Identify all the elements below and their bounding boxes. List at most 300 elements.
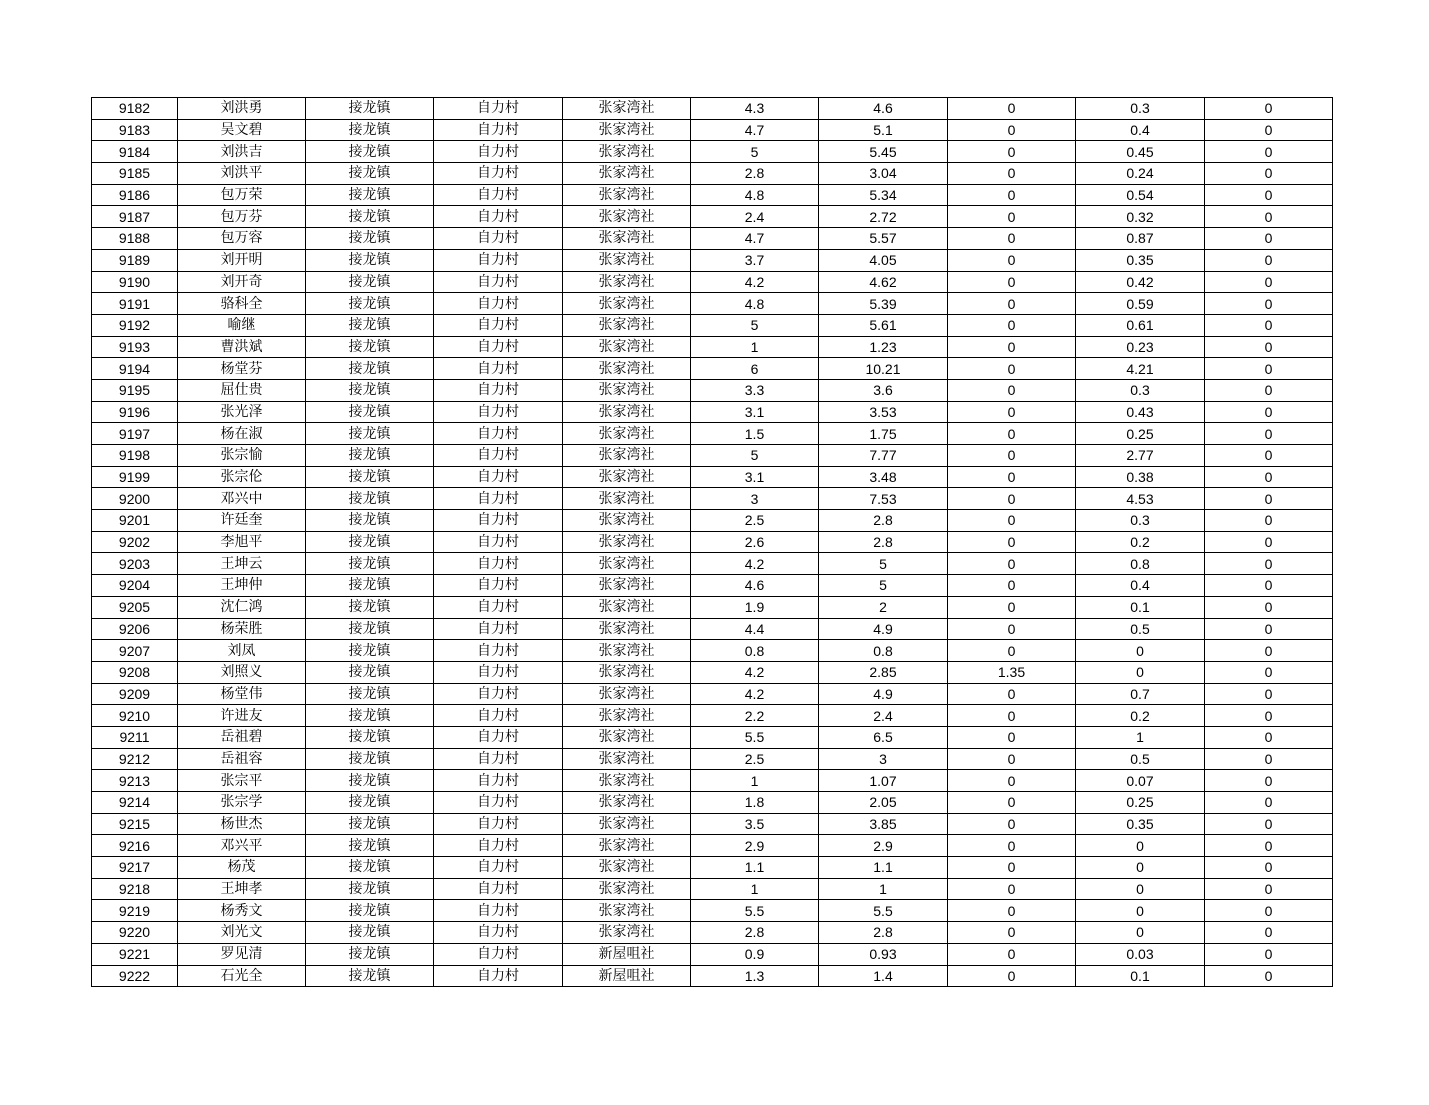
cell-value-d: 1 [1076,726,1205,748]
cell-town: 接龙镇 [306,618,434,640]
cell-value-e: 0 [1205,878,1333,900]
cell-town: 接龙镇 [306,98,434,120]
cell-value-d: 0.8 [1076,553,1205,575]
cell-value-e: 0 [1205,857,1333,879]
cell-value-a: 3.1 [691,466,819,488]
cell-value-b: 5.61 [819,314,948,336]
table-row [92,228,1333,250]
cell-town: 接龙镇 [306,141,434,163]
cell-group: 张家湾社 [563,705,691,727]
cell-value-a: 1.8 [691,792,819,814]
cell-id: 9212 [92,748,178,770]
cell-village: 自力村 [434,922,563,944]
cell-value-e: 0 [1205,271,1333,293]
cell-value-c: 0 [948,228,1076,250]
cell-village: 自力村 [434,336,563,358]
cell-name: 刘光文 [178,922,306,944]
cell-id: 9195 [92,379,178,401]
cell-name: 岳祖碧 [178,726,306,748]
cell-town: 接龙镇 [306,401,434,423]
cell-village: 自力村 [434,510,563,532]
cell-name: 石光全 [178,965,306,987]
cell-value-d: 0.1 [1076,965,1205,987]
cell-value-e: 0 [1205,965,1333,987]
cell-village: 自力村 [434,119,563,141]
cell-value-e: 0 [1205,119,1333,141]
cell-value-e: 0 [1205,163,1333,185]
cell-id: 9220 [92,922,178,944]
cell-value-a: 1 [691,770,819,792]
cell-id: 9192 [92,314,178,336]
cell-value-b: 1.4 [819,965,948,987]
cell-value-e: 0 [1205,661,1333,683]
cell-name: 包万容 [178,228,306,250]
cell-village: 自力村 [434,553,563,575]
cell-value-b: 10.21 [819,358,948,380]
cell-id: 9219 [92,900,178,922]
cell-town: 接龙镇 [306,358,434,380]
cell-town: 接龙镇 [306,900,434,922]
cell-value-b: 2.72 [819,206,948,228]
cell-town: 接龙镇 [306,943,434,965]
cell-value-a: 2.5 [691,748,819,770]
cell-value-e: 0 [1205,705,1333,727]
cell-value-b: 2.85 [819,661,948,683]
cell-town: 接龙镇 [306,748,434,770]
cell-value-e: 0 [1205,900,1333,922]
cell-value-a: 2.4 [691,206,819,228]
cell-town: 接龙镇 [306,249,434,271]
cell-group: 张家湾社 [563,661,691,683]
cell-value-b: 0.8 [819,640,948,662]
cell-value-a: 2.8 [691,163,819,185]
cell-village: 自力村 [434,705,563,727]
cell-value-b: 4.9 [819,683,948,705]
cell-value-e: 0 [1205,249,1333,271]
cell-value-d: 0.3 [1076,379,1205,401]
cell-value-e: 0 [1205,401,1333,423]
table-row [92,423,1333,445]
cell-value-a: 1 [691,878,819,900]
cell-value-a: 5 [691,314,819,336]
cell-village: 自力村 [434,575,563,597]
cell-value-c: 0 [948,857,1076,879]
cell-value-b: 2.8 [819,531,948,553]
cell-town: 接龙镇 [306,857,434,879]
cell-town: 接龙镇 [306,423,434,445]
cell-name: 刘开明 [178,249,306,271]
cell-town: 接龙镇 [306,878,434,900]
cell-name: 张宗平 [178,770,306,792]
cell-id: 9198 [92,445,178,467]
cell-value-d: 4.21 [1076,358,1205,380]
cell-value-e: 0 [1205,531,1333,553]
cell-town: 接龙镇 [306,531,434,553]
cell-group: 张家湾社 [563,98,691,120]
cell-group: 张家湾社 [563,683,691,705]
cell-value-b: 5.5 [819,900,948,922]
cell-id: 9185 [92,163,178,185]
cell-value-e: 0 [1205,943,1333,965]
cell-value-a: 1.9 [691,596,819,618]
cell-value-c: 0 [948,596,1076,618]
cell-id: 9218 [92,878,178,900]
cell-value-c: 0 [948,379,1076,401]
cell-value-c: 1.35 [948,661,1076,683]
household-table [91,97,1333,987]
cell-value-b: 1.1 [819,857,948,879]
cell-id: 9194 [92,358,178,380]
cell-value-d: 0.03 [1076,943,1205,965]
cell-value-c: 0 [948,293,1076,315]
cell-name: 张宗伦 [178,466,306,488]
cell-id: 9191 [92,293,178,315]
cell-name: 沈仁鸿 [178,596,306,618]
cell-town: 接龙镇 [306,293,434,315]
cell-village: 自力村 [434,900,563,922]
cell-town: 接龙镇 [306,445,434,467]
cell-name: 罗见清 [178,943,306,965]
cell-id: 9193 [92,336,178,358]
cell-value-c: 0 [948,618,1076,640]
cell-name: 许进友 [178,705,306,727]
cell-value-c: 0 [948,965,1076,987]
cell-group: 张家湾社 [563,184,691,206]
cell-value-d: 0 [1076,640,1205,662]
table-row [92,770,1333,792]
cell-value-d: 2.77 [1076,445,1205,467]
table-row [92,618,1333,640]
cell-town: 接龙镇 [306,119,434,141]
cell-value-d: 0.43 [1076,401,1205,423]
cell-group: 张家湾社 [563,141,691,163]
cell-value-c: 0 [948,726,1076,748]
cell-name: 张宗愉 [178,445,306,467]
cell-id: 9214 [92,792,178,814]
cell-id: 9215 [92,813,178,835]
cell-name: 杨在淑 [178,423,306,445]
cell-value-e: 0 [1205,792,1333,814]
cell-village: 自力村 [434,683,563,705]
table-row [92,748,1333,770]
table-body [92,98,1333,987]
cell-name: 刘洪吉 [178,141,306,163]
cell-value-a: 2.9 [691,835,819,857]
cell-value-b: 3.85 [819,813,948,835]
table-row [92,575,1333,597]
cell-value-a: 4.6 [691,575,819,597]
cell-value-b: 2 [819,596,948,618]
table-row [92,683,1333,705]
cell-value-b: 0.93 [819,943,948,965]
cell-name: 刘洪平 [178,163,306,185]
table-row [92,445,1333,467]
table-row [92,98,1333,120]
cell-value-c: 0 [948,792,1076,814]
cell-town: 接龙镇 [306,271,434,293]
table-row [92,119,1333,141]
cell-value-c: 0 [948,531,1076,553]
cell-value-b: 7.53 [819,488,948,510]
cell-value-c: 0 [948,163,1076,185]
cell-name: 刘洪勇 [178,98,306,120]
cell-value-d: 0 [1076,857,1205,879]
cell-group: 张家湾社 [563,726,691,748]
cell-id: 9183 [92,119,178,141]
cell-value-b: 1.23 [819,336,948,358]
table-row [92,293,1333,315]
cell-village: 自力村 [434,271,563,293]
cell-id: 9207 [92,640,178,662]
cell-village: 自力村 [434,748,563,770]
cell-value-a: 3.3 [691,379,819,401]
cell-village: 自力村 [434,640,563,662]
cell-value-a: 4.3 [691,98,819,120]
cell-value-b: 2.05 [819,792,948,814]
cell-value-c: 0 [948,640,1076,662]
cell-value-d: 0 [1076,835,1205,857]
cell-id: 9200 [92,488,178,510]
cell-value-c: 0 [948,445,1076,467]
cell-value-c: 0 [948,488,1076,510]
cell-value-c: 0 [948,206,1076,228]
cell-value-e: 0 [1205,618,1333,640]
cell-group: 张家湾社 [563,488,691,510]
cell-group: 张家湾社 [563,835,691,857]
cell-group: 张家湾社 [563,445,691,467]
cell-group: 张家湾社 [563,336,691,358]
cell-value-c: 0 [948,900,1076,922]
cell-value-a: 1.3 [691,965,819,987]
cell-group: 张家湾社 [563,922,691,944]
cell-value-d: 0.38 [1076,466,1205,488]
cell-value-a: 6 [691,358,819,380]
table-row [92,857,1333,879]
cell-name: 杨秀文 [178,900,306,922]
cell-id: 9213 [92,770,178,792]
cell-value-e: 0 [1205,314,1333,336]
cell-value-e: 0 [1205,423,1333,445]
cell-value-b: 3.53 [819,401,948,423]
cell-value-a: 4.2 [691,661,819,683]
cell-group: 张家湾社 [563,857,691,879]
table-row [92,596,1333,618]
cell-value-a: 1.1 [691,857,819,879]
cell-value-a: 5 [691,141,819,163]
cell-group: 张家湾社 [563,596,691,618]
cell-group: 张家湾社 [563,314,691,336]
cell-group: 张家湾社 [563,206,691,228]
cell-value-d: 0.59 [1076,293,1205,315]
cell-value-a: 0.8 [691,640,819,662]
cell-village: 自力村 [434,813,563,835]
cell-name: 喻继 [178,314,306,336]
cell-group: 张家湾社 [563,770,691,792]
cell-value-e: 0 [1205,141,1333,163]
cell-value-e: 0 [1205,835,1333,857]
cell-village: 自力村 [434,618,563,640]
cell-value-b: 4.6 [819,98,948,120]
cell-group: 张家湾社 [563,163,691,185]
cell-group: 张家湾社 [563,423,691,445]
cell-value-c: 0 [948,358,1076,380]
cell-group: 张家湾社 [563,900,691,922]
cell-name: 刘凤 [178,640,306,662]
cell-value-a: 3 [691,488,819,510]
cell-value-a: 5 [691,445,819,467]
cell-value-d: 0.23 [1076,336,1205,358]
cell-name: 王坤云 [178,553,306,575]
cell-group: 张家湾社 [563,293,691,315]
cell-value-a: 0.9 [691,943,819,965]
cell-name: 刘开奇 [178,271,306,293]
cell-value-b: 5 [819,575,948,597]
cell-id: 9186 [92,184,178,206]
cell-value-a: 5.5 [691,900,819,922]
cell-value-c: 0 [948,271,1076,293]
cell-group: 张家湾社 [563,249,691,271]
cell-value-a: 5.5 [691,726,819,748]
cell-name: 邓兴平 [178,835,306,857]
cell-group: 新屋咀社 [563,943,691,965]
cell-town: 接龙镇 [306,683,434,705]
cell-village: 自力村 [434,596,563,618]
cell-value-c: 0 [948,748,1076,770]
cell-town: 接龙镇 [306,640,434,662]
cell-value-d: 0.3 [1076,510,1205,532]
cell-village: 自力村 [434,857,563,879]
cell-value-b: 2.9 [819,835,948,857]
table-row [92,401,1333,423]
cell-village: 自力村 [434,466,563,488]
cell-value-a: 4.2 [691,271,819,293]
cell-group: 张家湾社 [563,792,691,814]
cell-value-a: 2.6 [691,531,819,553]
cell-value-a: 4.8 [691,184,819,206]
table-row [92,510,1333,532]
cell-value-d: 0.7 [1076,683,1205,705]
cell-value-d: 0.4 [1076,575,1205,597]
cell-value-c: 0 [948,705,1076,727]
cell-name: 杨世杰 [178,813,306,835]
cell-village: 自力村 [434,379,563,401]
cell-value-d: 0.2 [1076,531,1205,553]
cell-value-c: 0 [948,943,1076,965]
cell-group: 张家湾社 [563,553,691,575]
cell-value-c: 0 [948,423,1076,445]
cell-town: 接龙镇 [306,488,434,510]
cell-group: 张家湾社 [563,531,691,553]
cell-name: 岳祖容 [178,748,306,770]
cell-village: 自力村 [434,531,563,553]
cell-village: 自力村 [434,98,563,120]
cell-village: 自力村 [434,163,563,185]
cell-value-c: 0 [948,141,1076,163]
cell-value-d: 0.61 [1076,314,1205,336]
cell-id: 9211 [92,726,178,748]
cell-name: 包万芬 [178,206,306,228]
table-row [92,184,1333,206]
cell-town: 接龙镇 [306,705,434,727]
cell-village: 自力村 [434,965,563,987]
cell-value-e: 0 [1205,358,1333,380]
cell-town: 接龙镇 [306,596,434,618]
cell-village: 自力村 [434,445,563,467]
cell-value-b: 3 [819,748,948,770]
table-row [92,943,1333,965]
cell-town: 接龙镇 [306,922,434,944]
cell-village: 自力村 [434,206,563,228]
cell-id: 9206 [92,618,178,640]
cell-value-c: 0 [948,922,1076,944]
cell-group: 张家湾社 [563,618,691,640]
cell-id: 9201 [92,510,178,532]
cell-name: 曹洪斌 [178,336,306,358]
table-row [92,792,1333,814]
cell-town: 接龙镇 [306,835,434,857]
cell-town: 接龙镇 [306,163,434,185]
cell-value-b: 4.62 [819,271,948,293]
cell-name: 骆科全 [178,293,306,315]
cell-value-d: 0 [1076,661,1205,683]
cell-village: 自力村 [434,184,563,206]
cell-value-d: 0.35 [1076,813,1205,835]
cell-name: 邓兴中 [178,488,306,510]
cell-village: 自力村 [434,726,563,748]
cell-town: 接龙镇 [306,510,434,532]
cell-value-d: 0.54 [1076,184,1205,206]
table-row [92,922,1333,944]
cell-value-e: 0 [1205,575,1333,597]
table-row [92,379,1333,401]
cell-village: 自力村 [434,314,563,336]
cell-value-a: 4.2 [691,683,819,705]
cell-town: 接龙镇 [306,314,434,336]
cell-value-d: 0.1 [1076,596,1205,618]
table-row [92,878,1333,900]
cell-value-e: 0 [1205,640,1333,662]
cell-id: 9210 [92,705,178,727]
cell-group: 张家湾社 [563,640,691,662]
cell-value-d: 0.35 [1076,249,1205,271]
table-row [92,813,1333,835]
cell-value-e: 0 [1205,683,1333,705]
cell-group: 张家湾社 [563,379,691,401]
cell-value-d: 0.25 [1076,792,1205,814]
cell-value-e: 0 [1205,228,1333,250]
cell-value-e: 0 [1205,553,1333,575]
cell-town: 接龙镇 [306,792,434,814]
cell-value-e: 0 [1205,813,1333,835]
cell-value-e: 0 [1205,922,1333,944]
cell-value-c: 0 [948,119,1076,141]
cell-value-b: 3.6 [819,379,948,401]
cell-value-c: 0 [948,401,1076,423]
cell-value-a: 4.7 [691,119,819,141]
cell-id: 9221 [92,943,178,965]
cell-town: 接龙镇 [306,228,434,250]
cell-village: 自力村 [434,358,563,380]
cell-value-d: 0.45 [1076,141,1205,163]
cell-value-e: 0 [1205,98,1333,120]
cell-name: 杨荣胜 [178,618,306,640]
table-row [92,640,1333,662]
cell-id: 9196 [92,401,178,423]
cell-value-d: 0 [1076,922,1205,944]
cell-name: 张光泽 [178,401,306,423]
cell-value-a: 1 [691,336,819,358]
cell-village: 自力村 [434,792,563,814]
